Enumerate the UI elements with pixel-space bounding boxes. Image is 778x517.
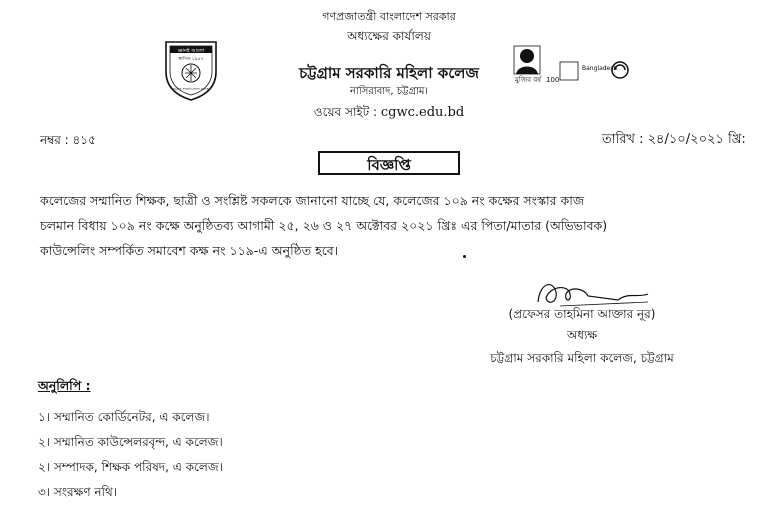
body-line-3: কাউন্সেলিং সম্পর্কিত সমাবেশ কক্ষ নং ১১৯-এ অনুষ্ঠিত হবে।	[40, 243, 339, 258]
body-line-2: চলমান বিধায় ১০৯ নং কক্ষে অনুষ্ঠিতব্য আগামী ২৫, ২৬ ও ২৭ অক্টোবর ২০২১ খ্রিঃ এর পিতা/মাতার (অভিভাবক)	[40, 218, 608, 233]
office-line: অধ্যক্ষের কার্যালয়	[347, 29, 431, 43]
logo-bottom-text: চট্টগ্রাম সরকারি মহিলা কলেজ	[173, 87, 209, 91]
website-link[interactable]: cgwc.edu.bd	[380, 105, 465, 120]
mujib-num: 100	[546, 76, 560, 84]
signatory-organization: চট্টগ্রাম সরকারি মহিলা কলেজ, চট্টগ্রাম	[490, 351, 674, 365]
website-line	[0, 104, 778, 124]
copies-item: ২। সম্মানিত কাউন্সেলরবৃন্দ, এ কলেজ।	[38, 435, 223, 449]
signatory-designation: অধ্যক্ষ	[566, 328, 598, 342]
date: তারিখ : ২৪/১০/২০২১ খ্রি:	[602, 132, 746, 147]
copies-item: ২। সম্পাদক, শিক্ষক পরিষদ, এ কলেজ।	[38, 460, 223, 474]
body-line-1: কলেজের সম্মানিত শিক্ষক, ছাত্রী ও সংশ্লিষ্ট সকলকে জানানো যাচ্ছে যে, কলেজের ১০৯ নং কক্ষের সংস্কার কাজ	[40, 193, 585, 208]
copies-item: ১। সম্মানিত কোর্ডিনেটর, এ কলেজ।	[38, 410, 210, 424]
govt-line: গণপ্রজাতন্ত্রী বাংলাদেশ সরকার	[322, 10, 456, 23]
logo-mid-text: স্থাপিত ১৯৫৭	[178, 57, 204, 62]
mujib-borsho-logo	[510, 42, 640, 92]
copies-list	[38, 405, 223, 505]
bd-text: Bangladesh	[582, 65, 618, 72]
address-line: নাসিরাবাদ, চট্টগ্রাম।	[349, 86, 429, 97]
notice-body	[40, 188, 760, 263]
signatory-name: (প্রফেসর তাহমিনা আক্তার নূর)	[508, 307, 656, 321]
website-label: ওয়েব সাইট :	[313, 105, 381, 119]
college-name: চট্টগ্রাম সরকারি মহিলা কলেজ	[299, 64, 479, 82]
logo-top-text: জ্ঞানই আলো	[177, 48, 205, 54]
mujib-text: মুজিব বর্ষ	[514, 76, 542, 84]
copies-label: অনুলিপি :	[38, 378, 91, 393]
notice-title: বিজ্ঞপ্তি	[318, 151, 460, 175]
stray-dot	[463, 255, 466, 258]
copies-item: ৩। সংরক্ষণ নথি।	[38, 485, 118, 499]
memo-number: নম্বর : ৪১৫	[40, 133, 96, 147]
